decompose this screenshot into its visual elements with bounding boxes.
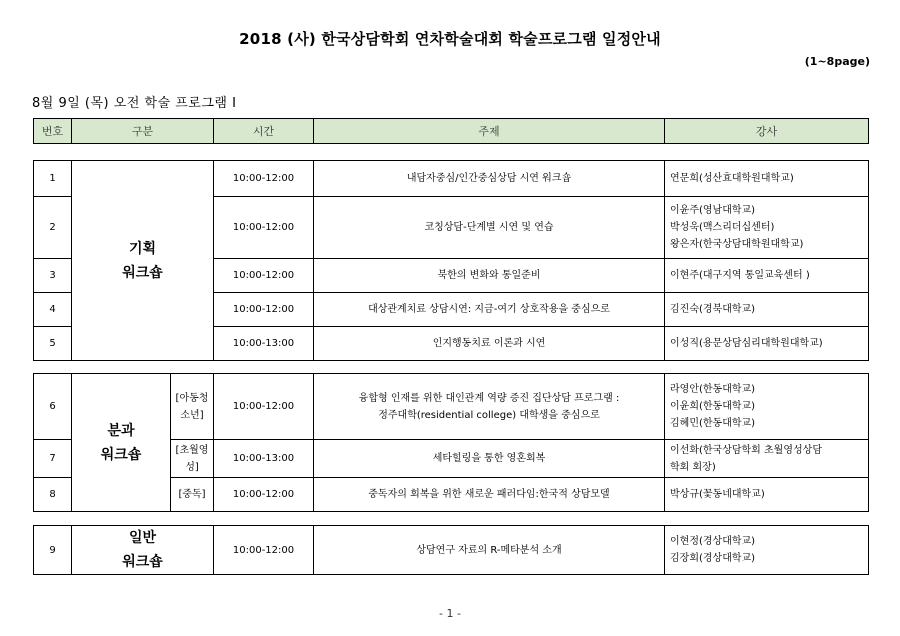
subcategory-cell: [중독]: [171, 478, 214, 512]
category-cell: 기획 워크숍: [72, 161, 214, 361]
subcategory-cell: [초월영성]: [171, 440, 214, 478]
column-header-category: 구분: [72, 119, 214, 144]
time-cell: 10:00-13:00: [214, 440, 314, 478]
topic-cell: 상담연구 자료의 R-메타분석 소개: [314, 526, 665, 575]
row-number: 3: [34, 259, 72, 293]
time-cell: 10:00-12:00: [214, 374, 314, 440]
row-number: 4: [34, 293, 72, 327]
row-number: 5: [34, 327, 72, 361]
category-cell: 분과 워크숍: [72, 374, 171, 512]
lecturer-cell: 이성직(용문상담심리대학원대학교): [665, 327, 869, 361]
time-cell: 10:00-12:00: [214, 161, 314, 197]
lecturer-cell: 라영안(한동대학교) 이윤희(한동대학교) 김혜민(한동대학교): [665, 374, 869, 440]
column-header-no: 번호: [34, 119, 72, 144]
time-cell: 10:00-12:00: [214, 259, 314, 293]
schedule-table-planning: [33, 160, 869, 361]
table-row: [34, 161, 869, 197]
lecturer-cell: 연문희(성산효대학원대학교): [665, 161, 869, 197]
schedule-header-table: [33, 118, 869, 144]
table-row: [34, 526, 869, 575]
lecturer-cell: 이현주(대구지역 통일교육센터 ): [665, 259, 869, 293]
topic-cell: 세타힐링을 통한 영혼회복: [314, 440, 665, 478]
row-number: 8: [34, 478, 72, 512]
lecturer-cell: 이현정(경상대학교) 김장회(경상대학교): [665, 526, 869, 575]
time-cell: 10:00-12:00: [214, 526, 314, 575]
page-title: 2018 (사) 한국상담학회 연차학술대회 학술프로그램 일정안내: [239, 30, 661, 48]
column-header-time: 시간: [214, 119, 314, 144]
row-number: 2: [34, 197, 72, 259]
table-row: [34, 374, 869, 440]
column-header-lecturer: 강사: [665, 119, 869, 144]
topic-cell: 인지행동치료 이론과 시연: [314, 327, 665, 361]
header-row: [34, 119, 869, 144]
topic-cell: 융합형 인재를 위한 대인관계 역량 증진 집단상담 프로그램 : 정주대학(residential college) 대학생을 중심으로: [314, 374, 665, 440]
row-number: 6: [34, 374, 72, 440]
topic-cell: 북한의 변화와 통일준비: [314, 259, 665, 293]
time-cell: 10:00-12:00: [214, 293, 314, 327]
lecturer-cell: 이선화(한국상담학회 초월영성상담 학회 회장): [665, 440, 869, 478]
section-subtitle: 8월 9일 (목) 오전 학술 프로그램 Ⅰ: [32, 96, 237, 111]
row-number: 9: [34, 526, 72, 575]
schedule-table-division: [33, 373, 869, 512]
column-header-topic: 주제: [314, 119, 665, 144]
lecturer-cell: 김진숙(경북대학교): [665, 293, 869, 327]
row-number: 7: [34, 440, 72, 478]
subcategory-cell: [아동청소년]: [171, 374, 214, 440]
category-cell: 일반 워크숍: [72, 526, 214, 575]
topic-cell: 내담자중심/인간중심상담 시연 워크숍: [314, 161, 665, 197]
lecturer-cell: 박상규(꽃동네대학교): [665, 478, 869, 512]
topic-cell: 중독자의 회복을 위한 새로운 패러다임:한국적 상담모델: [314, 478, 665, 512]
time-cell: 10:00-12:00: [214, 197, 314, 259]
row-number: 1: [34, 161, 72, 197]
page-number: - 1 -: [439, 607, 461, 620]
topic-cell: 대상관계치료 상담시연: 지금-여기 상호작용을 중심으로: [314, 293, 665, 327]
page-range: (1~8page): [804, 55, 870, 68]
lecturer-cell: 이윤주(영남대학교) 박성욱(맥스리더십센터) 왕은자(한국상담대학원대학교): [665, 197, 869, 259]
time-cell: 10:00-12:00: [214, 478, 314, 512]
topic-cell: 코칭상담-단계별 시연 및 연습: [314, 197, 665, 259]
schedule-table-general: [33, 525, 869, 575]
time-cell: 10:00-13:00: [214, 327, 314, 361]
